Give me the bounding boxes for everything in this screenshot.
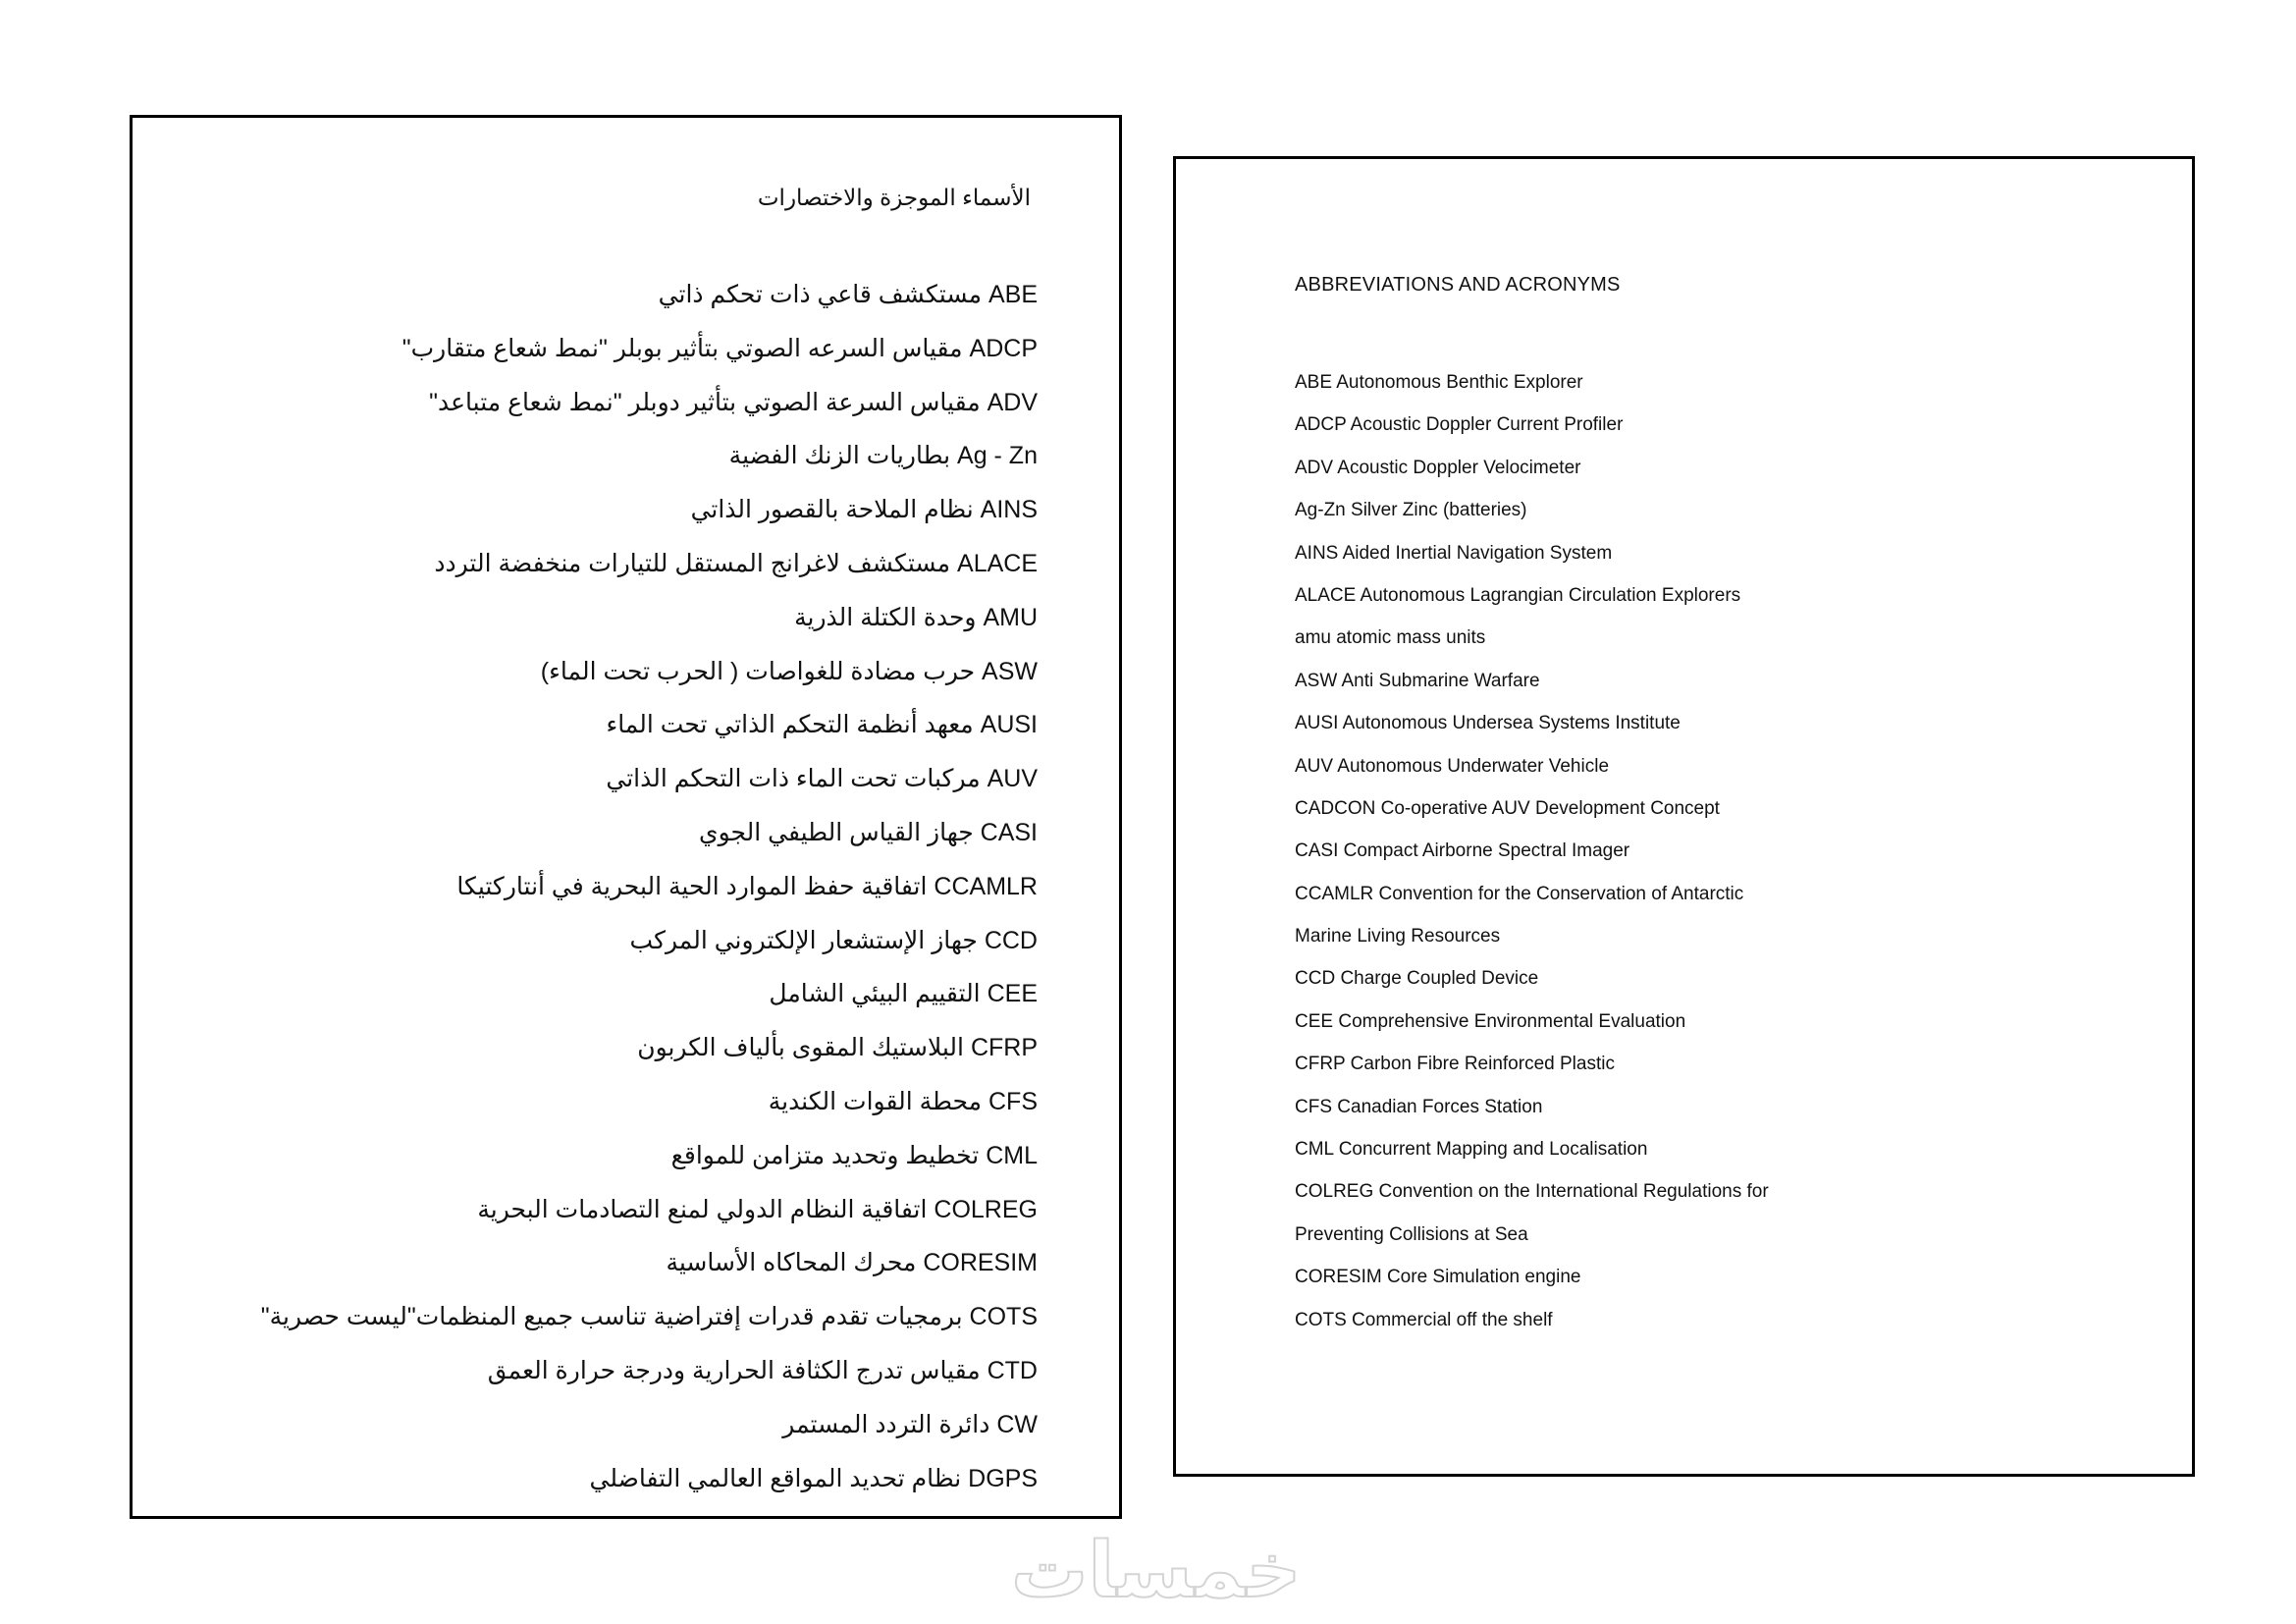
english-entry: Preventing Collisions at Sea [1295,1223,1528,1245]
arabic-entry-abbreviation: COLREG [934,1195,1038,1223]
arabic-entry-abbreviation: ADV [987,388,1038,416]
arabic-entry-abbreviation: AMU [983,603,1038,631]
arabic-abbreviation-list [261,280,1038,1517]
arabic-entry-definition: محطة القوات الكندية [768,1087,983,1115]
english-entry: ABE Autonomous Benthic Explorer [1295,372,1583,393]
arabic-entry-abbreviation: DGPS [968,1464,1038,1492]
english-page-title: ABBREVIATIONS AND ACRONYMS [1295,274,1621,296]
arabic-entry [261,1302,1038,1331]
english-entry: amu atomic mass units [1295,627,1486,649]
arabic-entry [261,441,1038,470]
arabic-entry-definition: جهاز الإستشعار الإلكتروني المركب [629,926,978,954]
arabic-entry-abbreviation: CCAMLR [934,872,1038,900]
arabic-entry [261,1410,1038,1439]
english-entry: ADV Acoustic Doppler Velocimeter [1295,457,1581,478]
arabic-entry-definition: مستكشف لاغرانج المستقل للتيارات منخفضة التردد [434,549,951,577]
watermark-logo: خمسات [1011,1527,1302,1615]
arabic-entry-abbreviation: ASW [982,657,1038,685]
arabic-entry-definition: التقييم البيئي الشامل [769,980,981,1008]
english-entry: AINS Aided Inertial Navigation System [1295,542,1613,564]
arabic-entry-abbreviation: CTD [987,1356,1038,1384]
arabic-entry-definition: برمجيات تقدم قدرات إفتراضية تناسب جميع المنظمات"ليست حصرية" [260,1303,963,1331]
arabic-entry [261,1087,1038,1116]
english-entry: Ag-Zn Silver Zinc (batteries) [1295,500,1527,521]
arabic-entry [261,603,1038,632]
arabic-entry-abbreviation: CCD [984,926,1038,954]
arabic-entry-abbreviation: CFS [988,1087,1038,1115]
arabic-entry-abbreviation: COTS [969,1303,1038,1331]
arabic-entry-definition: بطاريات الزنك الفضية [728,442,951,470]
arabic-entry [261,872,1038,901]
english-entry: CASI Compact Airborne Spectral Imager [1295,840,1630,862]
arabic-entry-definition: دائرة التردد المستمر [782,1410,990,1438]
arabic-entry [261,657,1038,686]
arabic-entry-definition: جهاز القياس الطيفي الجوي [699,818,974,846]
english-entry: CFS Canadian Forces Station [1295,1096,1543,1117]
arabic-entry [261,334,1038,363]
arabic-entry [261,1141,1038,1170]
arabic-entry-definition: مقياس السرعه الصوتي بتأثير بوبلر "نمط شعاع متقارب" [401,334,963,362]
arabic-entry-abbreviation: CFRP [970,1034,1038,1062]
arabic-entry [261,1356,1038,1385]
arabic-entry-definition: مستكشف قاعي ذات تحكم ذاتي [658,281,983,308]
arabic-entry-definition: مقياس تدرج الكثافة الحرارية ودرجة حرارة العمق [487,1356,981,1384]
arabic-entry-definition: نظام الملاحة بالقصور الذاتي [690,496,974,524]
arabic-entry-abbreviation: CW [996,1410,1038,1438]
arabic-entry-abbreviation: ADCP [969,334,1038,362]
arabic-entry [261,1248,1038,1277]
arabic-entry [261,979,1038,1008]
english-entry: CADCON Co-operative AUV Development Concept [1295,797,1720,819]
english-entry: ALACE Autonomous Lagrangian Circulation Explorers [1295,584,1741,606]
english-entry: ASW Anti Submarine Warfare [1295,670,1540,691]
english-entry: CCD Charge Coupled Device [1295,968,1539,990]
arabic-entry-definition: مقياس السرعة الصوتي بتأثير دوبلر "نمط شعاع متباعد" [429,388,981,416]
arabic-entry-abbreviation: CORESIM [923,1249,1038,1277]
arabic-entry [261,764,1038,793]
arabic-entry [261,1195,1038,1224]
english-entry: CCAMLR Convention for the Conservation of Antarctic [1295,883,1744,904]
english-entry: Marine Living Resources [1295,926,1501,947]
english-entry: CORESIM Core Simulation engine [1295,1267,1581,1288]
arabic-entry-definition: اتفاقية حفظ الموارد الحية البحرية في أنتاركتيكا [456,872,928,900]
arabic-entry-definition: اتفاقية النظام الدولي لمنع التصادمات البحرية [477,1195,928,1223]
arabic-entry-definition: البلاستيك المقوى بألياف الكربون [637,1034,964,1062]
arabic-entry [261,1033,1038,1062]
english-entry: AUSI Autonomous Undersea Systems Institute [1295,713,1681,734]
arabic-entry-abbreviation: Ag - Zn [957,442,1038,470]
arabic-entry-abbreviation: CASI [980,818,1038,846]
arabic-entry-abbreviation: ALACE [957,549,1038,577]
arabic-entry-definition: وحدة الكتلة الذرية [794,603,977,631]
arabic-page [130,115,1122,1519]
arabic-entry-definition: نظام تحديد المواقع العالمي التفاضلي [589,1464,962,1492]
arabic-entry-definition: محرك المحاكاه الأساسية [666,1249,917,1277]
arabic-entry [261,710,1038,739]
arabic-entry-definition: حرب مضادة للغواصات ( الحرب تحت الماء) [540,657,976,685]
arabic-entry [261,495,1038,524]
arabic-entry [261,280,1038,309]
arabic-entry [261,818,1038,847]
arabic-entry-definition: معهد أنظمة التحكم الذاتي تحت الماء [606,711,974,739]
arabic-entry [261,388,1038,417]
english-entry: ADCP Acoustic Doppler Current Profiler [1295,414,1624,436]
english-entry: COLREG Convention on the International Regulations for [1295,1181,1769,1203]
english-page [1173,156,2195,1477]
english-entry: CEE Comprehensive Environmental Evaluation [1295,1010,1686,1032]
arabic-entry-abbreviation: CML [986,1141,1038,1169]
arabic-page-title: الأسماء الموجزة والاختصارات [757,185,1031,210]
english-entry: AUV Autonomous Underwater Vehicle [1295,755,1610,777]
english-abbreviation-list [1295,361,1769,1341]
arabic-entry [261,549,1038,578]
arabic-entry [261,1464,1038,1493]
arabic-entry-abbreviation: AUSI [980,711,1038,739]
arabic-entry-definition: تخطيط وتحديد متزامن للمواقع [670,1141,980,1169]
arabic-entry-abbreviation: CEE [987,980,1038,1008]
english-entry: COTS Commercial off the shelf [1295,1309,1553,1330]
english-entry: CML Concurrent Mapping and Localisation [1295,1139,1648,1161]
arabic-entry-abbreviation: AINS [980,496,1038,524]
english-entry: CFRP Carbon Fibre Reinforced Plastic [1295,1054,1615,1075]
arabic-entry-abbreviation: ABE [988,281,1038,308]
arabic-entry [261,926,1038,955]
arabic-entry-definition: مركبات تحت الماء ذات التحكم الذاتي [606,765,981,793]
arabic-entry-abbreviation: AUV [987,765,1038,793]
